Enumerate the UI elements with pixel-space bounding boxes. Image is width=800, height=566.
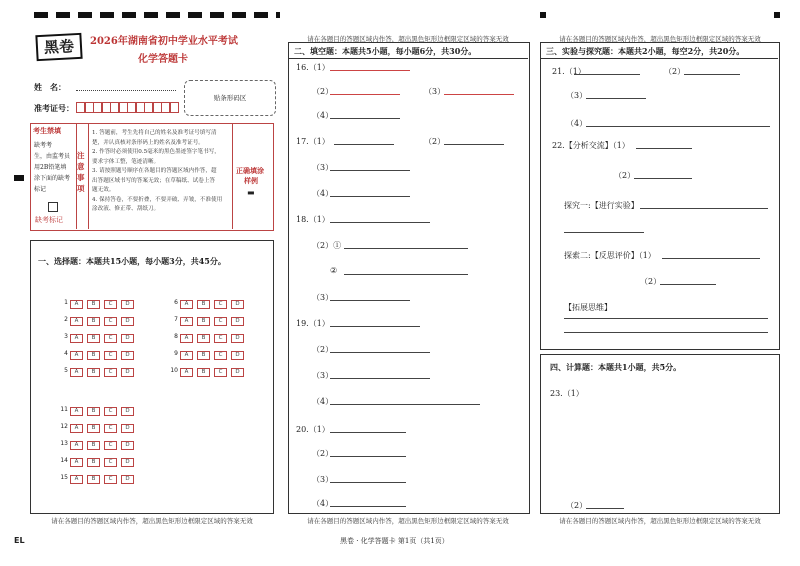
choice-title: 一、选择题：本题共15小题，每小题3分，共45分。 — [38, 256, 226, 266]
choice-option-d[interactable]: D — [231, 300, 244, 309]
choice-option-c[interactable]: C — [214, 351, 227, 360]
choice-panel — [30, 240, 274, 514]
attention-item-line: 2. 作答时必须使用0.5毫米的黑色墨迹签字笔书写， — [92, 149, 220, 155]
choice-option-a[interactable]: A — [70, 424, 83, 433]
q21-line4[interactable] — [586, 126, 770, 127]
choice-option-a[interactable]: A — [70, 317, 83, 326]
footer-mark: EL — [14, 536, 25, 545]
choice-option-b[interactable]: B — [87, 300, 100, 309]
name-label: 姓 名： — [34, 82, 66, 92]
choice-option-c[interactable]: C — [104, 458, 117, 467]
choice-option-d[interactable]: D — [231, 317, 244, 326]
fill-title-divider — [288, 58, 528, 59]
q22-line3b[interactable] — [564, 232, 644, 233]
choice-option-b[interactable]: B — [87, 475, 100, 484]
timing-mark — [122, 12, 136, 18]
choice-option-a[interactable]: A — [70, 351, 83, 360]
timing-mark — [56, 12, 70, 18]
q22-part4: 探索二:【反思评价】（1） — [564, 251, 656, 260]
q17-part3: （3） — [312, 163, 334, 172]
warning-col2-bottom: 请在各题目的答题区域内作答，超出黑色矩形边框限定区域的答案无效 — [307, 517, 509, 525]
choice-option-b[interactable]: B — [87, 424, 100, 433]
choice-option-d[interactable]: D — [121, 407, 134, 416]
q21-part4: （4） — [566, 119, 588, 128]
attention-item-line: 涂改液、修正带、刮纸刀。 — [92, 206, 160, 212]
q18-line2[interactable] — [344, 248, 468, 249]
choice-option-c[interactable]: C — [104, 475, 117, 484]
choice-option-a[interactable]: A — [180, 300, 193, 309]
choice-number: 7 — [174, 316, 178, 323]
q17-line1[interactable] — [334, 144, 394, 145]
q17-line2[interactable] — [444, 144, 504, 145]
choice-option-c[interactable]: C — [104, 407, 117, 416]
choice-option-d[interactable]: D — [121, 317, 134, 326]
q17-line3[interactable] — [330, 170, 410, 171]
q22-line2[interactable] — [634, 178, 692, 179]
choice-option-d[interactable]: D — [121, 424, 134, 433]
q22-line6[interactable] — [564, 318, 768, 319]
choice-option-b[interactable]: B — [197, 300, 210, 309]
timing-mark — [188, 12, 202, 18]
q18-part1: 18.（1） — [296, 215, 330, 224]
choice-option-c[interactable]: C — [214, 368, 227, 377]
choice-option-c[interactable]: C — [214, 300, 227, 309]
choice-number: 5 — [64, 367, 68, 374]
q16-part3: （3） — [424, 87, 446, 96]
proctor-text-line: 标记 — [34, 186, 47, 193]
choice-option-d[interactable]: D — [121, 334, 134, 343]
sample-label-2: 样例 — [244, 176, 258, 185]
choice-option-d[interactable]: D — [231, 351, 244, 360]
choice-option-d[interactable]: D — [121, 441, 134, 450]
calc-panel — [540, 354, 780, 514]
attention-item-line: 3. 请按照题号顺序在各题目的答题区域内作答，超 — [92, 168, 217, 174]
timing-mark — [100, 12, 114, 18]
choice-option-b[interactable]: B — [87, 407, 100, 416]
sample-label: 正确填涂 — [236, 166, 264, 175]
q16-part2: （2） — [312, 87, 334, 96]
choice-number: 14 — [60, 457, 68, 465]
q20-part1: 20.（1） — [296, 425, 330, 434]
choice-option-c[interactable]: C — [104, 441, 117, 450]
choice-option-c[interactable]: C — [104, 300, 117, 309]
page-subtitle: 化学答题卡 — [138, 54, 188, 65]
q19-line1[interactable] — [330, 326, 420, 327]
warning-col1-bottom: 请在各题目的答题区域内作答，超出黑色矩形边框限定区域的答案无效 — [51, 517, 253, 525]
choice-option-b[interactable]: B — [87, 441, 100, 450]
choice-number: 9 — [174, 350, 178, 357]
choice-option-b[interactable]: B — [197, 368, 210, 377]
q17-part1: 17.（1） — [296, 137, 330, 146]
experiment-title: 三、实验与探究题：本题共2小题，每空2分，共20分。 — [546, 46, 745, 56]
attention-item-line: 4. 保持答卷，不要折叠，不要弄破、弄皱，不准使用 — [92, 196, 223, 203]
timing-mark — [232, 12, 246, 18]
q22-line3[interactable] — [640, 208, 768, 209]
attention-item-line: 1. 答题前，考生先将自己的姓名及准考证号填写清 — [92, 130, 217, 136]
footer-text: 黑卷 · 化学答题卡 第1页（共1页） — [340, 537, 449, 545]
attention-label: 注意事项 — [77, 151, 85, 193]
choice-option-b[interactable]: B — [197, 317, 210, 326]
badge-text: 黑卷 — [43, 37, 75, 57]
timing-mark — [78, 12, 92, 18]
timing-mark — [34, 12, 48, 18]
q22-part6: 【拓展思维】 — [564, 303, 612, 312]
timing-mark — [144, 12, 158, 18]
q18-line3[interactable] — [330, 300, 410, 301]
choice-option-a[interactable]: A — [180, 317, 193, 326]
choice-option-d[interactable]: D — [121, 368, 134, 377]
q22-line5[interactable] — [660, 284, 716, 285]
choice-option-c[interactable]: C — [214, 317, 227, 326]
q18-part3: （3） — [312, 293, 334, 302]
choice-number: 12 — [60, 423, 68, 431]
q20-part2: （2） — [312, 449, 334, 458]
timing-mark — [210, 12, 224, 18]
choice-option-d[interactable]: D — [231, 368, 244, 377]
q20-line2[interactable] — [330, 456, 406, 457]
q17-line4[interactable] — [330, 196, 410, 197]
q17-part4: （4） — [312, 189, 334, 198]
q20-part4: （4） — [312, 499, 334, 508]
choice-number: 11 — [60, 406, 68, 414]
q18-part2: （2）① — [312, 241, 342, 250]
choice-option-b[interactable]: B — [197, 351, 210, 360]
choice-option-a[interactable]: A — [70, 407, 83, 416]
choice-number: 4 — [64, 350, 68, 357]
q19-part1: 19.（1） — [296, 319, 330, 328]
left-marker — [14, 175, 24, 181]
q16-line4[interactable] — [330, 118, 400, 119]
attention-item-line: 要求字体工整，笔迹清晰。 — [92, 158, 160, 165]
choice-option-c[interactable]: C — [104, 351, 117, 360]
q21-line3[interactable] — [586, 98, 646, 99]
q18-part2b: ② — [330, 266, 338, 275]
barcode-label: 贴条形码区 — [213, 94, 247, 102]
exam-id-digit-box[interactable] — [170, 102, 179, 113]
choice-option-a[interactable]: A — [70, 334, 83, 343]
choice-option-a[interactable]: A — [70, 475, 83, 484]
absent-label: 缺考标记 — [35, 216, 63, 224]
q19-part4: （4） — [312, 397, 334, 406]
choice-option-a[interactable]: A — [70, 441, 83, 450]
choice-number: 2 — [64, 316, 68, 323]
q19-part3: （3） — [312, 371, 334, 380]
q20-line4[interactable] — [330, 506, 406, 507]
choice-option-d[interactable]: D — [231, 334, 244, 343]
q22-line6b[interactable] — [564, 332, 768, 333]
q16-line1[interactable] — [330, 70, 410, 71]
choice-option-a[interactable]: A — [70, 458, 83, 467]
choice-number: 10 — [170, 367, 178, 374]
timing-mark — [276, 12, 280, 18]
proctor-text-line: 涂下面的缺考 — [34, 175, 71, 182]
q20-line1[interactable] — [330, 432, 406, 433]
q23-part2: （2） — [566, 501, 588, 510]
choice-option-c[interactable]: C — [104, 334, 117, 343]
choice-number: 13 — [60, 440, 68, 448]
choice-option-d[interactable]: D — [121, 351, 134, 360]
proctor-title: 考生禁填 — [33, 126, 61, 135]
q22-line1[interactable] — [636, 148, 692, 149]
q20-line3[interactable] — [330, 482, 406, 483]
choice-option-d[interactable]: D — [121, 458, 134, 467]
q23-part1: 23.（1） — [550, 389, 584, 398]
choice-option-a[interactable]: A — [180, 334, 193, 343]
q21-line2[interactable] — [684, 74, 740, 75]
fill-title: 二、填空题：本题共5小题，每小题6分，共30分。 — [294, 46, 477, 56]
barcode-area — [184, 80, 276, 116]
q19-line2[interactable] — [330, 352, 430, 353]
choice-option-b[interactable]: B — [87, 351, 100, 360]
choice-number: 15 — [60, 474, 68, 482]
choice-option-d[interactable]: D — [121, 475, 134, 484]
experiment-title-divider — [540, 58, 778, 59]
q22-line4[interactable] — [662, 258, 760, 259]
choice-option-c[interactable]: C — [104, 424, 117, 433]
paper-badge — [35, 33, 82, 61]
q19-part2: （2） — [312, 345, 334, 354]
q16-part4: （4） — [312, 111, 334, 120]
q22-part3: 探究一:【进行实验】 — [564, 201, 639, 210]
choice-option-b[interactable]: B — [87, 334, 100, 343]
q21-part3: （3） — [566, 91, 588, 100]
choice-option-c[interactable]: C — [104, 317, 117, 326]
choice-option-a[interactable]: A — [70, 368, 83, 377]
q22-part2: （2） — [614, 171, 636, 180]
q16-line2[interactable] — [330, 94, 400, 95]
q16-part1: 16.（1） — [296, 63, 330, 72]
timing-mark — [166, 12, 180, 18]
choice-option-b[interactable]: B — [87, 458, 100, 467]
exam-id-label: 准考证号： — [34, 103, 74, 113]
proctor-text-line: 缺考考 — [34, 142, 53, 149]
proctor-text-line: 用2B铅笔填 — [34, 164, 67, 171]
attention-item-line: 楚，并认真核对条形码上的姓名及准考证号。 — [92, 139, 204, 146]
q20-part3: （3） — [312, 475, 334, 484]
choice-option-b[interactable]: B — [87, 317, 100, 326]
warning-col3-bottom: 请在各题目的答题区域内作答，超出黑色矩形边框限定区域的答案无效 — [559, 517, 761, 525]
choice-number: 3 — [64, 333, 68, 340]
timing-mark — [254, 12, 268, 18]
q21-part2: （2） — [664, 67, 686, 76]
choice-option-a[interactable]: A — [180, 368, 193, 377]
q18-line2b[interactable] — [344, 274, 468, 275]
choice-option-b[interactable]: B — [197, 334, 210, 343]
proctor-text-line: 生，由监考员 — [34, 153, 71, 160]
choice-option-a[interactable]: A — [180, 351, 193, 360]
calc-title: 四、计算题：本题共1小题，共5分。 — [550, 362, 682, 372]
attention-item-line: 题无效。 — [92, 187, 115, 193]
sample-mark: ▬ — [247, 188, 255, 197]
q16-line3[interactable] — [444, 94, 514, 95]
q19-line3[interactable] — [330, 378, 430, 379]
q21-part1: 21.（1） — [552, 67, 586, 76]
choice-number: 1 — [64, 299, 68, 306]
choice-option-c[interactable]: C — [104, 368, 117, 377]
timing-mark — [774, 12, 780, 18]
timing-mark — [540, 12, 546, 18]
q17-part2: （2） — [424, 137, 446, 146]
warning-col2-top: 请在各题目的答题区域内作答，超出黑色矩形边框限定区域的答案无效 — [307, 35, 509, 43]
attention-item-line: 出答题区域书写的答案无效；在草稿纸、试卷上答 — [92, 177, 216, 184]
q22-part1: 22.【分析交流】（1） — [552, 141, 630, 150]
warning-col3-top: 请在各题目的答题区域内作答，超出黑色矩形边框限定区域的答案无效 — [559, 35, 761, 43]
q23-answer-line[interactable] — [586, 508, 624, 509]
choice-option-a[interactable]: A — [70, 300, 83, 309]
page-title: 2026年湖南省初中学业水平考试 — [90, 36, 238, 47]
q18-line1[interactable] — [330, 222, 430, 223]
name-field[interactable] — [76, 90, 176, 91]
choice-option-b[interactable]: B — [87, 368, 100, 377]
q19-line4[interactable] — [330, 404, 480, 405]
choice-number: 6 — [174, 299, 178, 306]
q21-line1[interactable] — [574, 74, 640, 75]
choice-option-c[interactable]: C — [214, 334, 227, 343]
choice-option-d[interactable]: D — [121, 300, 134, 309]
q22-part5: （2） — [640, 277, 662, 286]
absent-checkbox[interactable] — [48, 202, 58, 212]
choice-number: 8 — [174, 333, 178, 340]
